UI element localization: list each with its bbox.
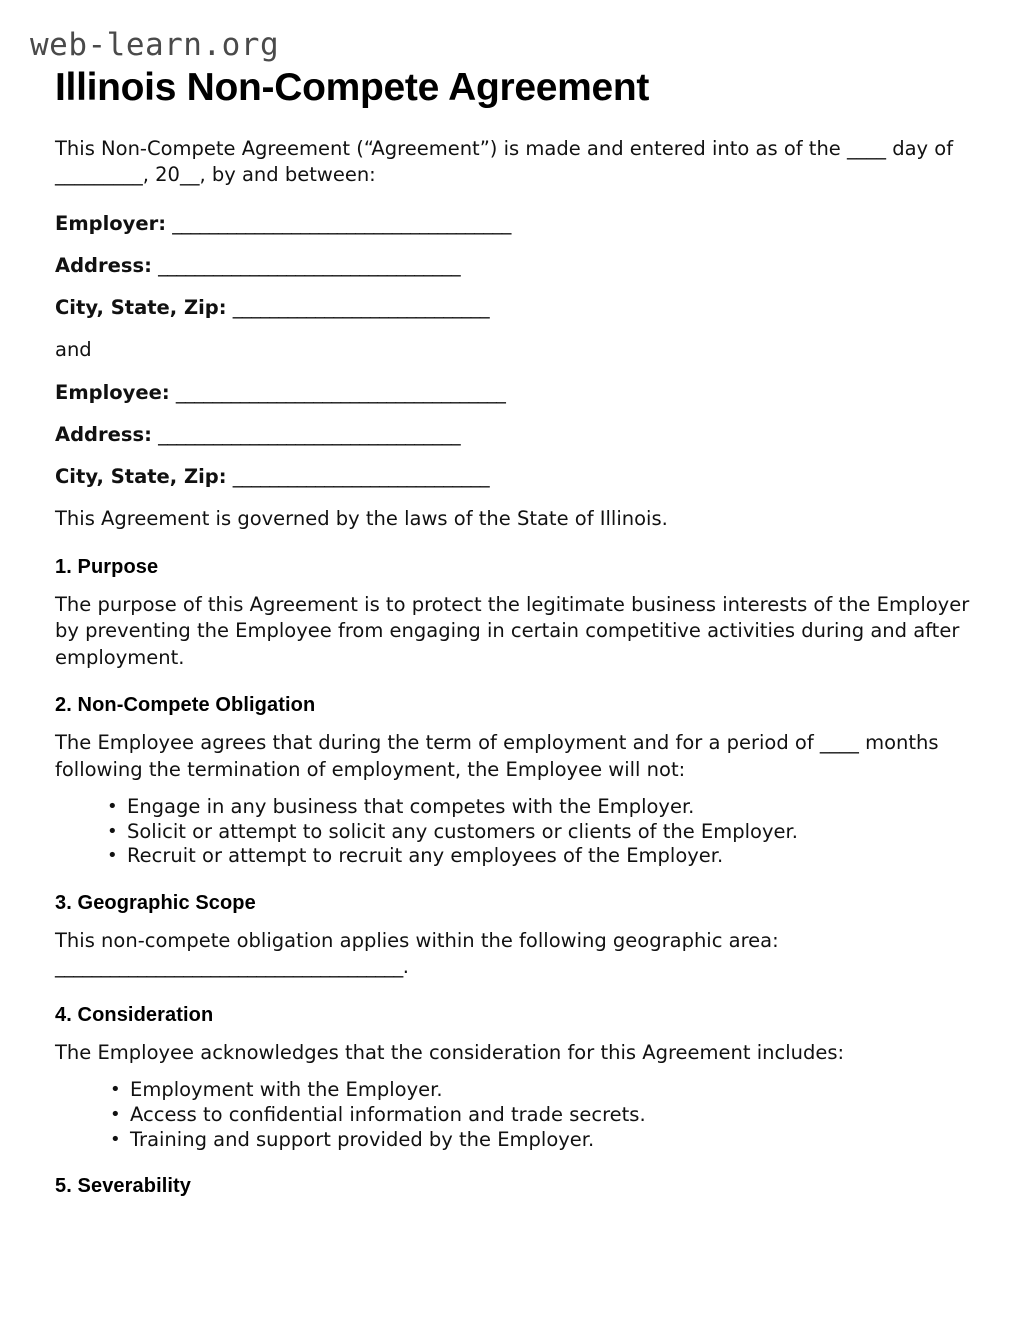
field-employee-name xyxy=(55,380,970,406)
intro-paragraph: This Non-Compete Agreement (“Agreement”) is made and entered into as of the ____ day of _________, 20__, by and between: xyxy=(55,136,954,187)
field-employer-name xyxy=(55,211,970,237)
heading-consideration: 4. Consideration xyxy=(55,1003,214,1026)
page-title: Illinois Non-Compete Agreement xyxy=(55,66,650,110)
list-item: • Solicit or attempt to solicit any customers or clients of the Employer. xyxy=(107,820,970,845)
document-body xyxy=(0,110,1025,1199)
consideration-list xyxy=(55,1078,970,1152)
geographic-area-blank[interactable]: ______________________________________. xyxy=(55,955,409,979)
list-item: • Training and support provided by the Employer. xyxy=(110,1128,970,1153)
employer-name-blank[interactable]: _____________________________________ xyxy=(172,211,511,235)
parties-conjunction: and xyxy=(55,338,92,362)
field-employer-address xyxy=(55,253,970,279)
employee-name-label: Employee: xyxy=(55,380,170,404)
employer-city-label: City, State, Zip: xyxy=(55,296,227,320)
employee-city-blank[interactable]: ____________________________ xyxy=(232,464,489,488)
heading-severability: 5. Severability xyxy=(55,1175,192,1198)
purpose-body: The purpose of this Agreement is to protect the legitimate business interests of the Employer by preventing the Employee from engaging in certain competitive activities during and after employment. xyxy=(55,592,970,669)
employer-address-label: Address: xyxy=(55,253,152,277)
heading-geographic-scope: 3. Geographic Scope xyxy=(55,891,256,914)
employee-city-label: City, State, Zip: xyxy=(55,464,227,488)
governing-law-paragraph: This Agreement is governed by the laws of the State of Illinois. xyxy=(55,507,668,531)
consideration-body: The Employee acknowledges that the consideration for this Agreement includes: xyxy=(55,1040,845,1064)
employee-name-blank[interactable]: ____________________________________ xyxy=(175,380,506,404)
field-employee-address xyxy=(55,422,970,448)
site-watermark: web-learn.org xyxy=(30,27,280,63)
noncompete-list xyxy=(55,795,970,869)
heading-noncompete: 2. Non-Compete Obligation xyxy=(55,694,316,717)
employer-name-label: Employer: xyxy=(55,211,167,235)
list-item: • Recruit or attempt to recruit any employees of the Employer. xyxy=(107,844,970,869)
list-item: • Employment with the Employer. xyxy=(110,1078,970,1103)
employer-city-blank[interactable]: ____________________________ xyxy=(232,296,489,320)
list-item: • Engage in any business that competes with the Employer. xyxy=(107,795,970,820)
list-item: • Access to confidential information and trade secrets. xyxy=(110,1103,970,1128)
field-employer-city xyxy=(55,295,970,321)
noncompete-body: The Employee agrees that during the term of employment and for a period of ____ months following the termination of employment, the Employee will not: xyxy=(55,731,939,781)
field-employee-city xyxy=(55,464,970,490)
employee-address-blank[interactable]: _________________________________ xyxy=(158,422,461,446)
geographic-body: This non-compete obligation applies within the following geographic area: xyxy=(55,928,779,952)
employee-address-label: Address: xyxy=(55,422,152,446)
employer-address-blank[interactable]: _________________________________ xyxy=(158,253,461,277)
heading-purpose: 1. Purpose xyxy=(55,555,159,578)
